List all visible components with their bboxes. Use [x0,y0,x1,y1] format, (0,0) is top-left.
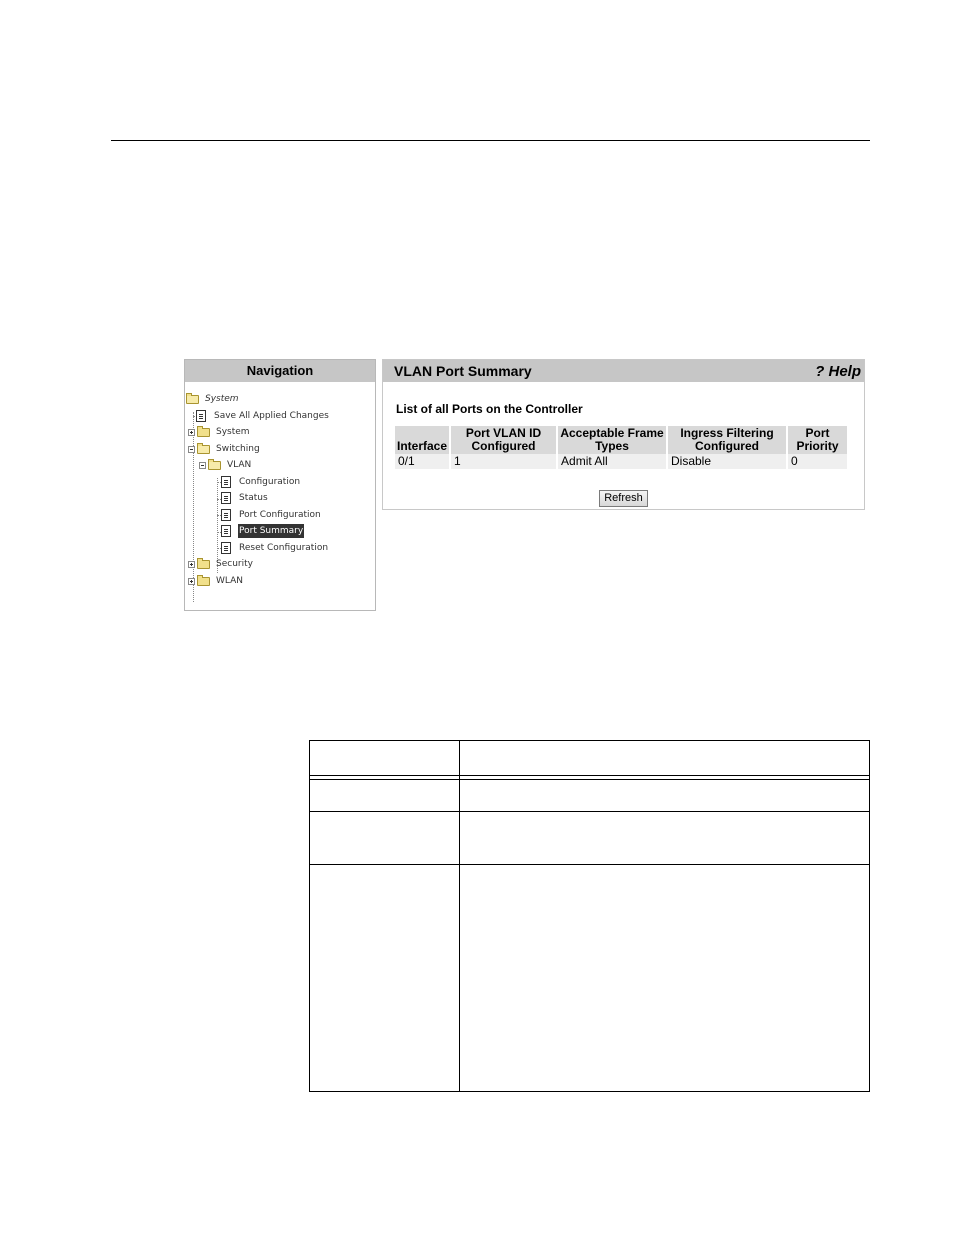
table-header-row [395,426,847,454]
tree-item-port-configuration[interactable] [221,508,322,522]
ports-table [393,426,849,469]
navigation-title: Navigation [185,360,375,382]
tree-item-label: Status [239,493,268,503]
collapse-minus-icon[interactable] [199,462,206,469]
tree-item-switching[interactable] [188,442,261,456]
page-icon [221,542,231,554]
tree-item-security[interactable] [188,557,254,571]
page-icon [221,525,231,537]
cell-interface: 0/1 [395,454,449,469]
folder-open-icon [208,461,221,470]
tree-item-root-system[interactable] [186,392,240,406]
expand-plus-icon[interactable] [188,578,195,585]
column-header-ingress-filtering: Ingress Filtering Configured [668,426,786,454]
tree-item-configuration[interactable] [221,475,301,489]
tree-item-label: Reset Configuration [239,543,329,553]
page-title: VLAN Port Summary [394,363,532,379]
description-table [309,740,870,1092]
panel-header [383,360,864,382]
expand-plus-icon[interactable] [188,561,195,568]
table-row-divider [310,811,869,812]
cell-acceptable-frame-types: Admit All [558,454,666,469]
page-icon [221,509,231,521]
expand-plus-icon[interactable] [188,429,195,436]
column-header-port-vlan-id: Port VLAN ID Configured [451,426,556,454]
tree-item-label: System [216,427,250,437]
refresh-button[interactable]: Refresh [599,490,648,507]
page-icon [221,476,231,488]
tree-item-label: System [205,394,239,404]
page-icon [196,410,206,422]
table-row [395,454,847,469]
tree-item-label: Switching [216,444,260,454]
column-header-interface: Interface [395,426,449,454]
section-caption: List of all Ports on the Controller [396,402,583,416]
tree-item-port-summary[interactable] [221,524,304,538]
tree-item-label: Save All Applied Changes [214,411,329,421]
column-header-acceptable-frame-types: Acceptable Frame Types [558,426,666,454]
table-row-divider [310,864,869,865]
tree-item-label: Security [216,559,253,569]
column-header-port-priority: Port Priority [788,426,847,454]
tree-item-label: VLAN [227,460,252,470]
page-icon [221,492,231,504]
help-link[interactable]: ? Help [815,363,861,380]
tree-item-label: Configuration [239,477,301,487]
navigation-panel [184,359,376,611]
tree-item-wlan[interactable] [188,574,244,588]
tree-item-reset-configuration[interactable] [221,541,329,555]
table-column-divider [459,741,460,1091]
vlan-port-summary-panel [382,359,865,510]
tree-item-save-all-applied-changes[interactable] [196,409,330,423]
folder-icon [197,428,210,437]
table-row-divider [310,775,869,776]
cell-ingress-filtering: Disable [668,454,786,469]
folder-icon [197,560,210,569]
collapse-minus-icon[interactable] [188,446,195,453]
navigation-tree [185,382,375,608]
tree-item-label: Port Summary [239,526,304,536]
tree-item-label: Port Configuration [239,510,321,520]
table-row-divider [310,779,869,780]
page-top-rule [111,140,870,141]
cell-port-priority: 0 [788,454,847,469]
tree-item-status[interactable] [221,491,269,505]
folder-icon [197,577,210,586]
tree-item-label: WLAN [216,576,244,586]
folder-open-icon [197,445,210,454]
folder-open-icon [186,395,199,404]
cell-port-vlan-id: 1 [451,454,556,469]
tree-item-system[interactable] [188,425,251,439]
tree-item-vlan[interactable] [199,458,252,472]
